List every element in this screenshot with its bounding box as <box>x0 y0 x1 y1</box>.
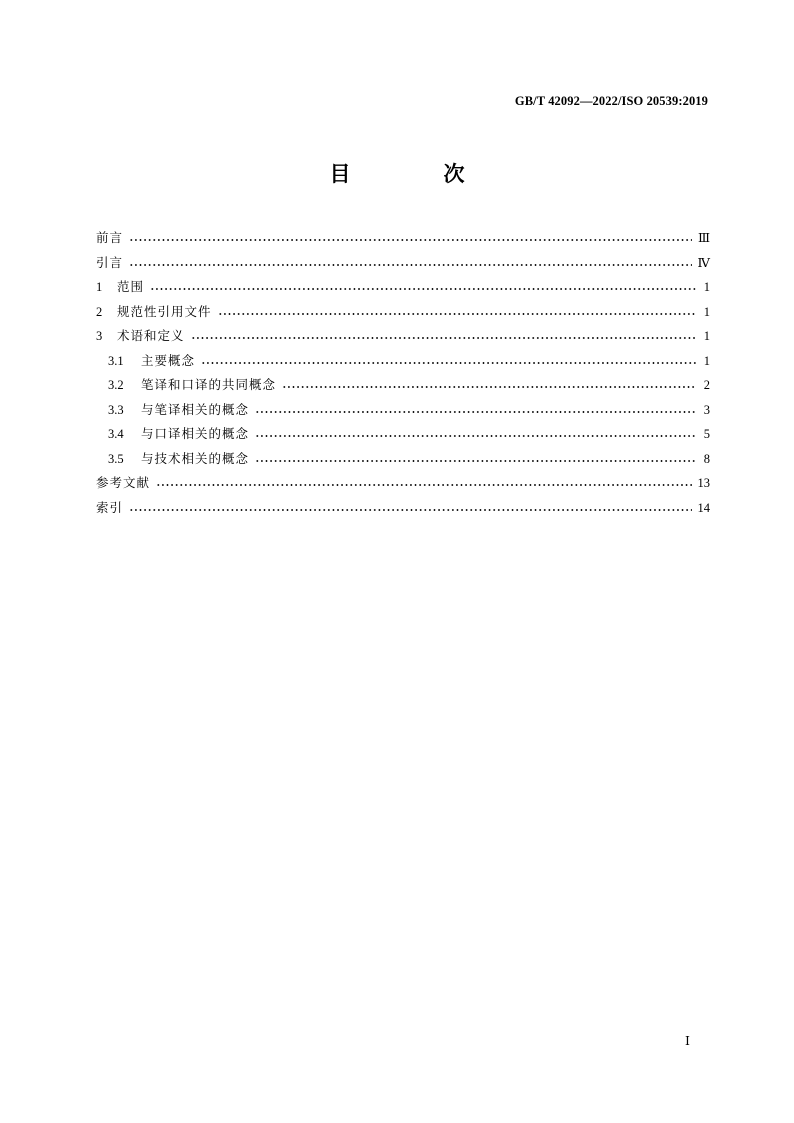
toc-dot-leader <box>218 312 696 316</box>
toc-entry-page: 14 <box>697 500 710 515</box>
toc-entry-page: 1 <box>703 304 710 319</box>
toc-entry[interactable] <box>96 275 710 300</box>
toc-entry-page: 1 <box>703 280 710 294</box>
toc-entry-page: 1 <box>703 353 710 368</box>
toc-entry[interactable] <box>96 422 710 447</box>
toc-entry[interactable] <box>96 447 710 472</box>
toc-dot-leader <box>201 361 696 365</box>
toc-entry[interactable] <box>96 471 710 496</box>
toc-entry-number: 3.2 <box>108 378 124 392</box>
toc-entry[interactable] <box>96 226 710 251</box>
toc-entry-page: 1 <box>703 329 710 343</box>
toc-entry-page: 13 <box>697 476 710 490</box>
toc-entry-page: 3 <box>703 402 710 417</box>
toc-entry-title: 规范性引用文件 <box>117 303 212 319</box>
toc-dot-leader <box>255 434 696 438</box>
toc-entry-number: 3.4 <box>108 427 124 441</box>
toc-entry-number: 3.3 <box>108 402 124 417</box>
page-title: 目 次 <box>329 161 501 186</box>
table-of-contents <box>96 226 710 520</box>
toc-entry-title: 与笔译相关的概念 <box>141 401 250 417</box>
toc-entry[interactable] <box>96 496 710 521</box>
toc-dot-leader <box>150 287 696 291</box>
toc-entry-title: 与口译相关的概念 <box>141 426 250 441</box>
toc-entry-page: 8 <box>703 451 710 466</box>
toc-entry-title: 引言 <box>96 254 124 270</box>
toc-entry[interactable] <box>96 373 710 398</box>
toc-dot-leader <box>156 483 691 487</box>
toc-entry-page: Ⅳ <box>697 255 710 270</box>
toc-entry-title: 索引 <box>96 499 124 515</box>
toc-entry-page: 5 <box>703 427 710 441</box>
standard-number: GB/T 42092—2022/ISO 20539:2019 <box>514 94 708 108</box>
toc-entry-number: 2 <box>96 304 103 319</box>
toc-dot-leader <box>129 508 691 512</box>
toc-entry-title: 参考文献 <box>96 475 151 490</box>
toc-entry-number: 1 <box>96 280 103 294</box>
toc-dot-leader <box>191 336 696 340</box>
toc-entry[interactable] <box>96 251 710 276</box>
toc-entry-title: 与技术相关的概念 <box>141 450 250 466</box>
toc-entry-title: 前言 <box>96 230 124 245</box>
toc-dot-leader <box>255 459 696 463</box>
toc-entry-title: 术语和定义 <box>117 328 185 343</box>
toc-dot-leader <box>282 385 696 389</box>
toc-entry[interactable] <box>96 300 710 325</box>
toc-entry-page: 2 <box>703 378 710 392</box>
toc-entry-number: 3.5 <box>108 451 124 466</box>
toc-entry[interactable] <box>96 349 710 374</box>
toc-entry-number: 3 <box>96 329 103 343</box>
toc-entry-number: 3.1 <box>108 353 124 368</box>
toc-entry-title: 笔译和口译的共同概念 <box>141 377 277 392</box>
toc-entry[interactable] <box>96 324 710 349</box>
toc-dot-leader <box>129 263 691 267</box>
toc-entry-title: 主要概念 <box>141 352 196 368</box>
toc-dot-leader <box>255 410 696 414</box>
toc-entry-page: Ⅲ <box>697 231 710 245</box>
toc-entry-title: 范围 <box>117 279 145 294</box>
toc-entry[interactable] <box>96 398 710 423</box>
page-number: Ⅰ <box>685 1034 690 1048</box>
toc-dot-leader <box>129 238 692 242</box>
